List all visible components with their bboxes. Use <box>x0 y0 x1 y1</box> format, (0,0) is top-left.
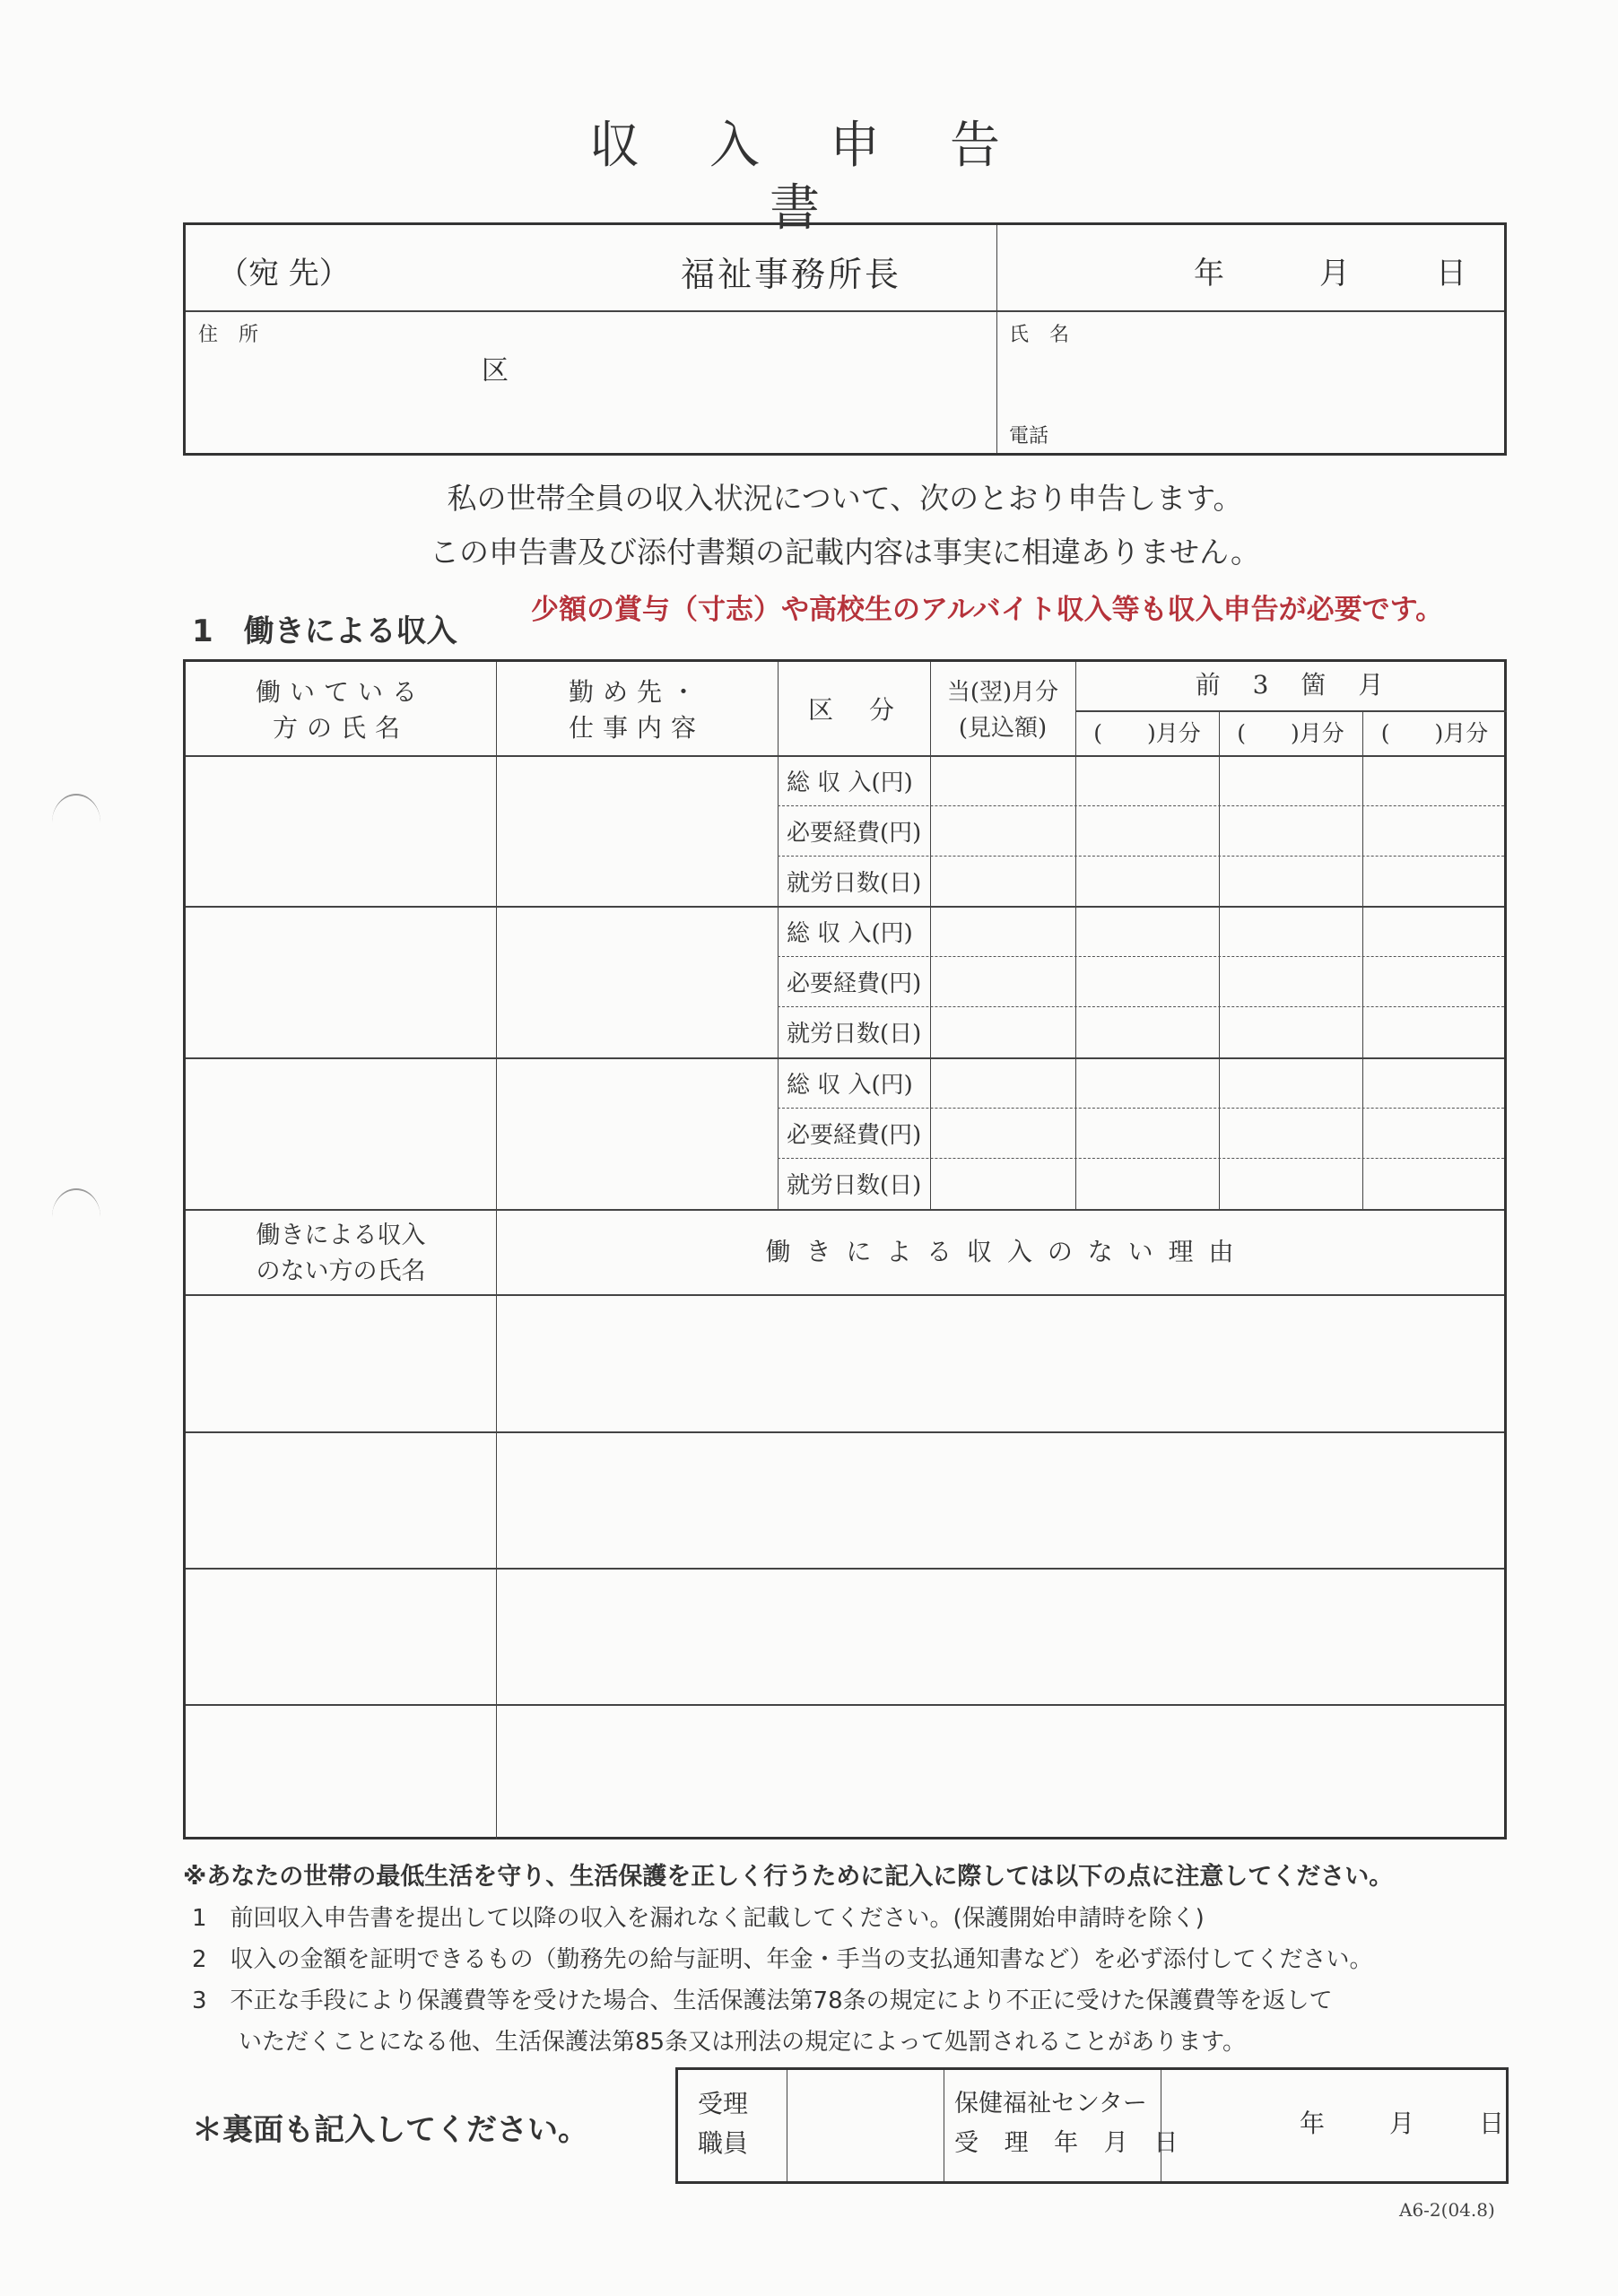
phone-label: 電話 <box>1009 425 1049 448</box>
label-line: 保健福祉センター <box>954 2090 1147 2118</box>
row-label-expenses: 必要経費(円) <box>787 820 922 847</box>
notes-heading: ※あなたの世帯の最低生活を守り、生活保護を正しく行うために記入に際しては以下の点に注意してください。 <box>183 1863 1394 1891</box>
col-header-month-3[interactable]: ( )月分 <box>1380 720 1489 746</box>
worker-name-input[interactable] <box>186 908 494 1056</box>
addressee: 福祉事務所長 <box>681 255 902 294</box>
no-income-name-input[interactable] <box>186 1706 494 1837</box>
year-label: 年 <box>1300 2109 1326 2138</box>
note-item-3-cont: いただくことになる他、生活保護法第85条又は刑法の規定によって処罰されることがあります。 <box>192 2029 1247 2056</box>
row-label-expenses: 必要経費(円) <box>787 970 922 997</box>
staff-input[interactable] <box>789 2070 942 2181</box>
header-line: 働いている <box>255 677 426 707</box>
no-income-name-input[interactable] <box>186 1296 494 1431</box>
declaration-line-2: この申告書及び添付書類の記載内容は事実に相違ありません。 <box>430 535 1260 570</box>
phone-field[interactable] <box>998 404 1508 456</box>
header-line: 当(翌)月分 <box>946 679 1059 706</box>
name-label: 氏 名 <box>1009 324 1076 346</box>
label-line: 職員 <box>698 2128 749 2158</box>
row-label-expenses: 必要経費(円) <box>787 1122 922 1149</box>
note-item-1: 1 前回収入申告書を提出して以降の収入を漏れなく記載してください。(保護開始申請時を除く) <box>192 1905 1205 1932</box>
center-receipt-date-label <box>954 2084 1187 2163</box>
row-label-gross-income: 総 収 入(円) <box>787 1072 913 1099</box>
no-income-reason-input[interactable] <box>498 1296 1507 1431</box>
year-label: 年 <box>1194 256 1224 291</box>
row-label-work-days: 就労日数(日) <box>787 1021 922 1048</box>
work-income-table <box>183 659 1507 1839</box>
worker-name-input[interactable] <box>186 1059 494 1207</box>
no-income-reason-input[interactable] <box>498 1570 1507 1703</box>
employer-input[interactable] <box>498 757 776 904</box>
page-title: 収入申告書 <box>589 117 1070 238</box>
back-side-notice: ＊裏面も記入してください。 <box>192 2112 588 2148</box>
col-header-worker-name <box>186 674 496 746</box>
row-label-gross-income: 総 収 入(円) <box>787 770 913 796</box>
col-header-no-income-name <box>186 1218 496 1290</box>
note-item-3: 3 不正な手段により保護費等を受けた場合、生活保護法第78条の規定により不正に受けた保護費等を返して <box>192 1987 1333 2014</box>
col-header-employer <box>496 674 778 746</box>
col-header-month-2[interactable]: ( )月分 <box>1237 720 1344 746</box>
section-heading-work-income: 1 働きによる収入 <box>192 613 457 649</box>
date-field[interactable] <box>996 225 1508 310</box>
header-line: 仕事内容 <box>568 713 705 743</box>
month-label: 月 <box>1389 2109 1415 2138</box>
employer-input[interactable] <box>498 908 776 1056</box>
no-income-reason-input[interactable] <box>498 1433 1507 1567</box>
col-header-no-income-reason: 働 き に よ る 収 入 の な い 理 由 <box>765 1237 1238 1266</box>
ward-label: 区 <box>482 355 509 387</box>
row-label-work-days: 就労日数(日) <box>787 870 922 897</box>
header-line: (見込額) <box>958 715 1048 742</box>
dashed-line <box>778 1158 1504 1159</box>
col-line <box>778 662 779 1209</box>
row-line <box>1075 710 1507 712</box>
dashed-line <box>778 856 1504 857</box>
punch-hole-bottom <box>52 1188 100 1217</box>
punch-hole-top <box>52 794 100 822</box>
declaration-line-1: 私の世帯全員の収入状況について、次のとおり申告します。 <box>447 481 1243 516</box>
address-label: 住 所 <box>198 324 265 346</box>
dashed-line <box>778 805 1504 806</box>
day-label: 日 <box>1479 2109 1505 2138</box>
row-label-gross-income: 総 収 入(円) <box>787 920 913 947</box>
header-line: 勤め先・ <box>568 677 705 707</box>
col-line <box>1362 711 1363 1209</box>
form-code: A6-2(04.8) <box>1399 2199 1495 2221</box>
col-header-month-1[interactable]: ( )月分 <box>1093 720 1201 746</box>
dashed-line <box>778 1108 1504 1109</box>
dashed-line <box>778 956 1504 957</box>
day-label: 日 <box>1436 256 1466 291</box>
month-label: 月 <box>1319 256 1350 291</box>
header-line: 方の氏名 <box>272 713 409 743</box>
no-income-name-input[interactable] <box>186 1433 494 1567</box>
staff-label <box>698 2084 748 2163</box>
employer-input[interactable] <box>498 1059 776 1207</box>
notice-small-income: 少額の賞与（寸志）や高校生のアルバイト収入等も収入申告が必要です。 <box>531 594 1444 626</box>
address-field[interactable] <box>186 312 995 456</box>
receipt-box <box>675 2067 1509 2184</box>
worker-name-input[interactable] <box>186 757 494 904</box>
label-line: 受 理 年 月 日 <box>954 2129 1187 2157</box>
note-item-2: 2 収入の金額を証明できるもの（勤務先の給与証明、年金・手当の支払通知書など）を必ず添付してください。 <box>192 1946 1373 1973</box>
label-line: 受理 <box>698 2089 749 2118</box>
dashed-line <box>778 1006 1504 1007</box>
name-field[interactable] <box>998 312 1508 402</box>
col-header-prior-3-months: 前 3 箇 月 <box>1195 670 1387 700</box>
no-income-name-input[interactable] <box>186 1570 494 1703</box>
row-label-work-days: 就労日数(日) <box>787 1172 922 1199</box>
addressee-label: （宛 先） <box>218 256 350 291</box>
no-income-reason-input[interactable] <box>498 1706 1507 1837</box>
receipt-date-field[interactable] <box>1163 2070 1506 2181</box>
col-header-current-month <box>930 674 1075 746</box>
header-line: 働きによる収入 <box>256 1222 426 1249</box>
header-line: のない方の氏名 <box>256 1257 426 1285</box>
col-header-category: 区 分 <box>807 695 900 725</box>
row-line <box>186 1209 1504 1211</box>
applicant-header-box <box>183 222 1507 456</box>
col-line <box>1219 711 1220 1209</box>
